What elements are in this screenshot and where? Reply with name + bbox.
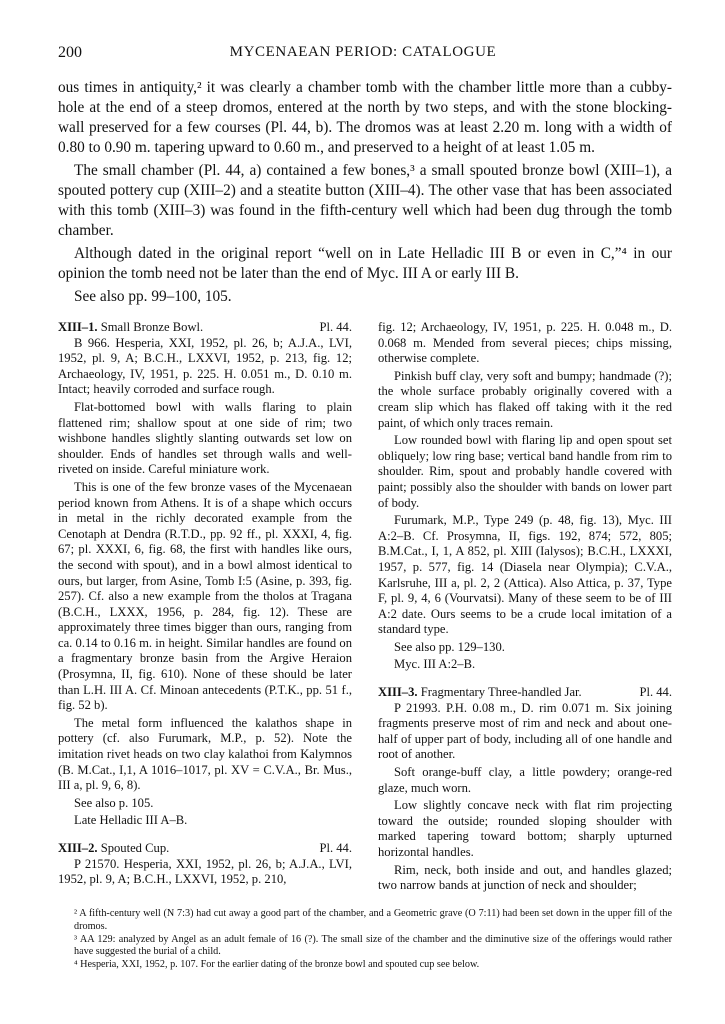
entry-description: Low rounded bowl with flaring lip and open spout set obliquely; low ring base; vertical band handle from rim to shoulder. Rim, spout and probably handle covered with paint; possibly also the shoulder with bands on lower part of body. <box>378 433 672 510</box>
plate-ref: Pl. 44. <box>639 685 672 700</box>
catalogue-columns <box>58 320 672 893</box>
entry-date: Late Helladic III A–B. <box>74 813 188 828</box>
entry-discussion: Furumark, M.P., Type 249 (p. 48, fig. 13), Myc. III A:2–B. Cf. Prosymna, II, figs. 192, 874; 572, 805; B.M.Cat., I, 1, A 852, pl. XIII (Ialysos); B.C.H., LXXXI, 1957, p. 577, fig. 14 (Diasela near Olympia); C.V.A., Karlsruhe, III a, pl. 2, 2 (Attica). Also Attica, p. 37, Type F, pl. 9, 4, 6 (Vourvatsi). Many of these seem to be of III A:2 date. Ours seems to be a crude local imitation of a standard type. <box>378 513 672 637</box>
running-title: MYCENAEAN PERIOD: CATALOGUE <box>229 44 497 60</box>
entry-heading <box>58 320 352 336</box>
entry-reference: P 21570. Hesperia, XXI, 1952, pl. 26, b; A.J.A., LVI, 1952, pl. 9, A; B.C.H., LXXVI, 1952, p. 210, <box>58 856 352 887</box>
intro-paragraph: The small chamber (Pl. 44, a) contained a few bones,³ a small spouted bronze bowl (XIII–1), a spouted pottery cup (XIII–2) and a steatite button (XIII–4). The other vase that has been associated with this tomb (XIII–3) was found in the fifth-century well which had been dug through the tomb chamber. <box>58 162 672 239</box>
entry-number: XIII–3. <box>378 685 418 700</box>
entry-see-also: See also pp. 129–130. <box>394 639 505 654</box>
footnote: ⁴ Hesperia, XXI, 1952, p. 107. For the earlier dating of the bronze bowl and spouted cup see below. <box>74 959 480 971</box>
entry-reference-cont: fig. 12; Archaeology, IV, 1951, p. 225. H. 0.048 m., D. 0.068 m. Mended from several pieces; chips missing, otherwise complete. <box>378 320 672 366</box>
entry-number: XIII–2. <box>58 841 98 855</box>
footnotes <box>58 908 672 972</box>
right-column <box>378 320 672 896</box>
entry-heading <box>378 685 672 701</box>
entry-title: Spouted Cup. <box>100 841 170 855</box>
intro-paragraph: Although dated in the original report “well on in Late Helladic III B or even in C,”⁴ in our opinion the tomb need not be later than the end of Myc. III A or early III B. <box>58 245 672 282</box>
entry-title: Fragmentary Three-handled Jar. <box>420 685 582 700</box>
entry-description: Rim, neck, both inside and out, and handles glazed; two narrow bands at junction of neck and shoulder; <box>378 862 672 893</box>
left-column <box>58 320 352 890</box>
intro-paragraph: ous times in antiquity,² it was clearly a chamber tomb with the chamber little more than a cubby-hole at the end of a steep dromos, entered at the north by two steps, and with the stone blocking-wall preserved for a few courses (Pl. 44, b). The dromos was at least 2.20 m. long with a width of 0.80 to 0.90 m. tapering upward to 0.60 m., and preserved to a height of at least 1.05 m. <box>58 79 672 156</box>
entry-description: Pinkish buff clay, very soft and bumpy; handmade (?); the whole surface probably originally covered with a cream slip which has flaked off taking with it the red paint, of which only traces remain. <box>378 368 672 430</box>
plate-ref: Pl. 44. <box>319 320 352 334</box>
entry-reference: B 966. Hesperia, XXI, 1952, pl. 26, b; A.J.A., LVI, 1952, pl. 9, A; B.C.H., LXXVI, 1952, p. 213, fig. 12; Archaeology, IV, 1951, p. 225. H. 0.051 m., D. 0.10 m. Intact; heavily corroded and surface rough. <box>58 335 352 397</box>
entry-description: Low slightly concave neck with flat rim projecting toward the outside; rounded sloping shoulder with marked tapering toward bottom; sharply upturned horizontal handles. <box>378 798 672 859</box>
entry-discussion: This is one of the few bronze vases of the Mycenaean period known from Athens. It is of a shape which occurs in metal in the richly decorated example from the Cenotaph at Dendra (R.T.D., pp. 92 ff., pl. XXXI, 4, fig. 67; pl. XXXI, 6, fig. 68, the first with handles like ours, the second with spout), and in a bowl almost identical to ours, but larger, from Asine, Tomb I:5 (Asine, p. 393, fig. 257). Cf. also a new example from the tholos at Tragana (B.C.H., LXXX, 1956, p. 284, fig. 12). These are approximately three times bigger than ours, ranging from ca. 0.14 to 0.16 m. in height. Similar handles are found on a fragmentary bronze basin from the Argive Heraion (Prosymna, II, fig. 610). None of these should be later than L.H. III A. Cf. Minoan antecedents (P.T.K., pp. 51 f., fig. 52 b). <box>58 479 352 713</box>
entry-description: Flat-bottomed bowl with walls flaring to plain flattened rim; shallow spout at one side of rim; two wishbone handles slightly slanting outwards set low on shoulder. Ends of handles set through walls and well-riveted on inside. Careful miniature work. <box>58 399 352 477</box>
intro-see-also: See also pp. 99–100, 105. <box>74 288 232 305</box>
entry-number: XIII–1. <box>58 320 98 334</box>
entry-discussion: The metal form influenced the kalathos shape in pottery (cf. also Furumark, M.P., p. 52). Note the imitation rivet heads on two clay kalathoi from Kalymnos (B. M.Cat., I,1, A 1016–1017, pl. XV = C.V.A., Br. Mus., III a, pl. 9, 6, 8). <box>58 715 352 793</box>
entry-title: Small Bronze Bowl. <box>100 320 204 334</box>
footnote: ² A fifth-century well (N 7:3) had cut away a good part of the chamber, and a Geometric grave (O 7:11) had been set down in the upper fill of the dromos. <box>74 908 672 932</box>
entry-see-also: See also p. 105. <box>74 795 154 810</box>
entry-date: Myc. III A:2–B. <box>394 657 476 672</box>
entry-description: Soft orange-buff clay, a little powdery; orange-red glaze, much worn. <box>378 765 672 795</box>
footnote: ³ AA 129: analyzed by Angel as an adult female of 16 (?). The small size of the chamber and the diminutive size of the offerings would rather have suggested the burial of a child. <box>74 933 672 958</box>
running-header <box>58 44 668 66</box>
page-number: 200 <box>58 44 82 61</box>
plate-ref: Pl. 44. <box>319 841 352 855</box>
intro-text <box>58 78 672 310</box>
entry-reference: P 21993. P.H. 0.08 m., D. rim 0.071 m. Six joining fragments preserve most of rim and neck and about one-half of upper part of body, including all of one handle and root of another. <box>378 700 672 762</box>
entry-heading <box>58 841 352 857</box>
